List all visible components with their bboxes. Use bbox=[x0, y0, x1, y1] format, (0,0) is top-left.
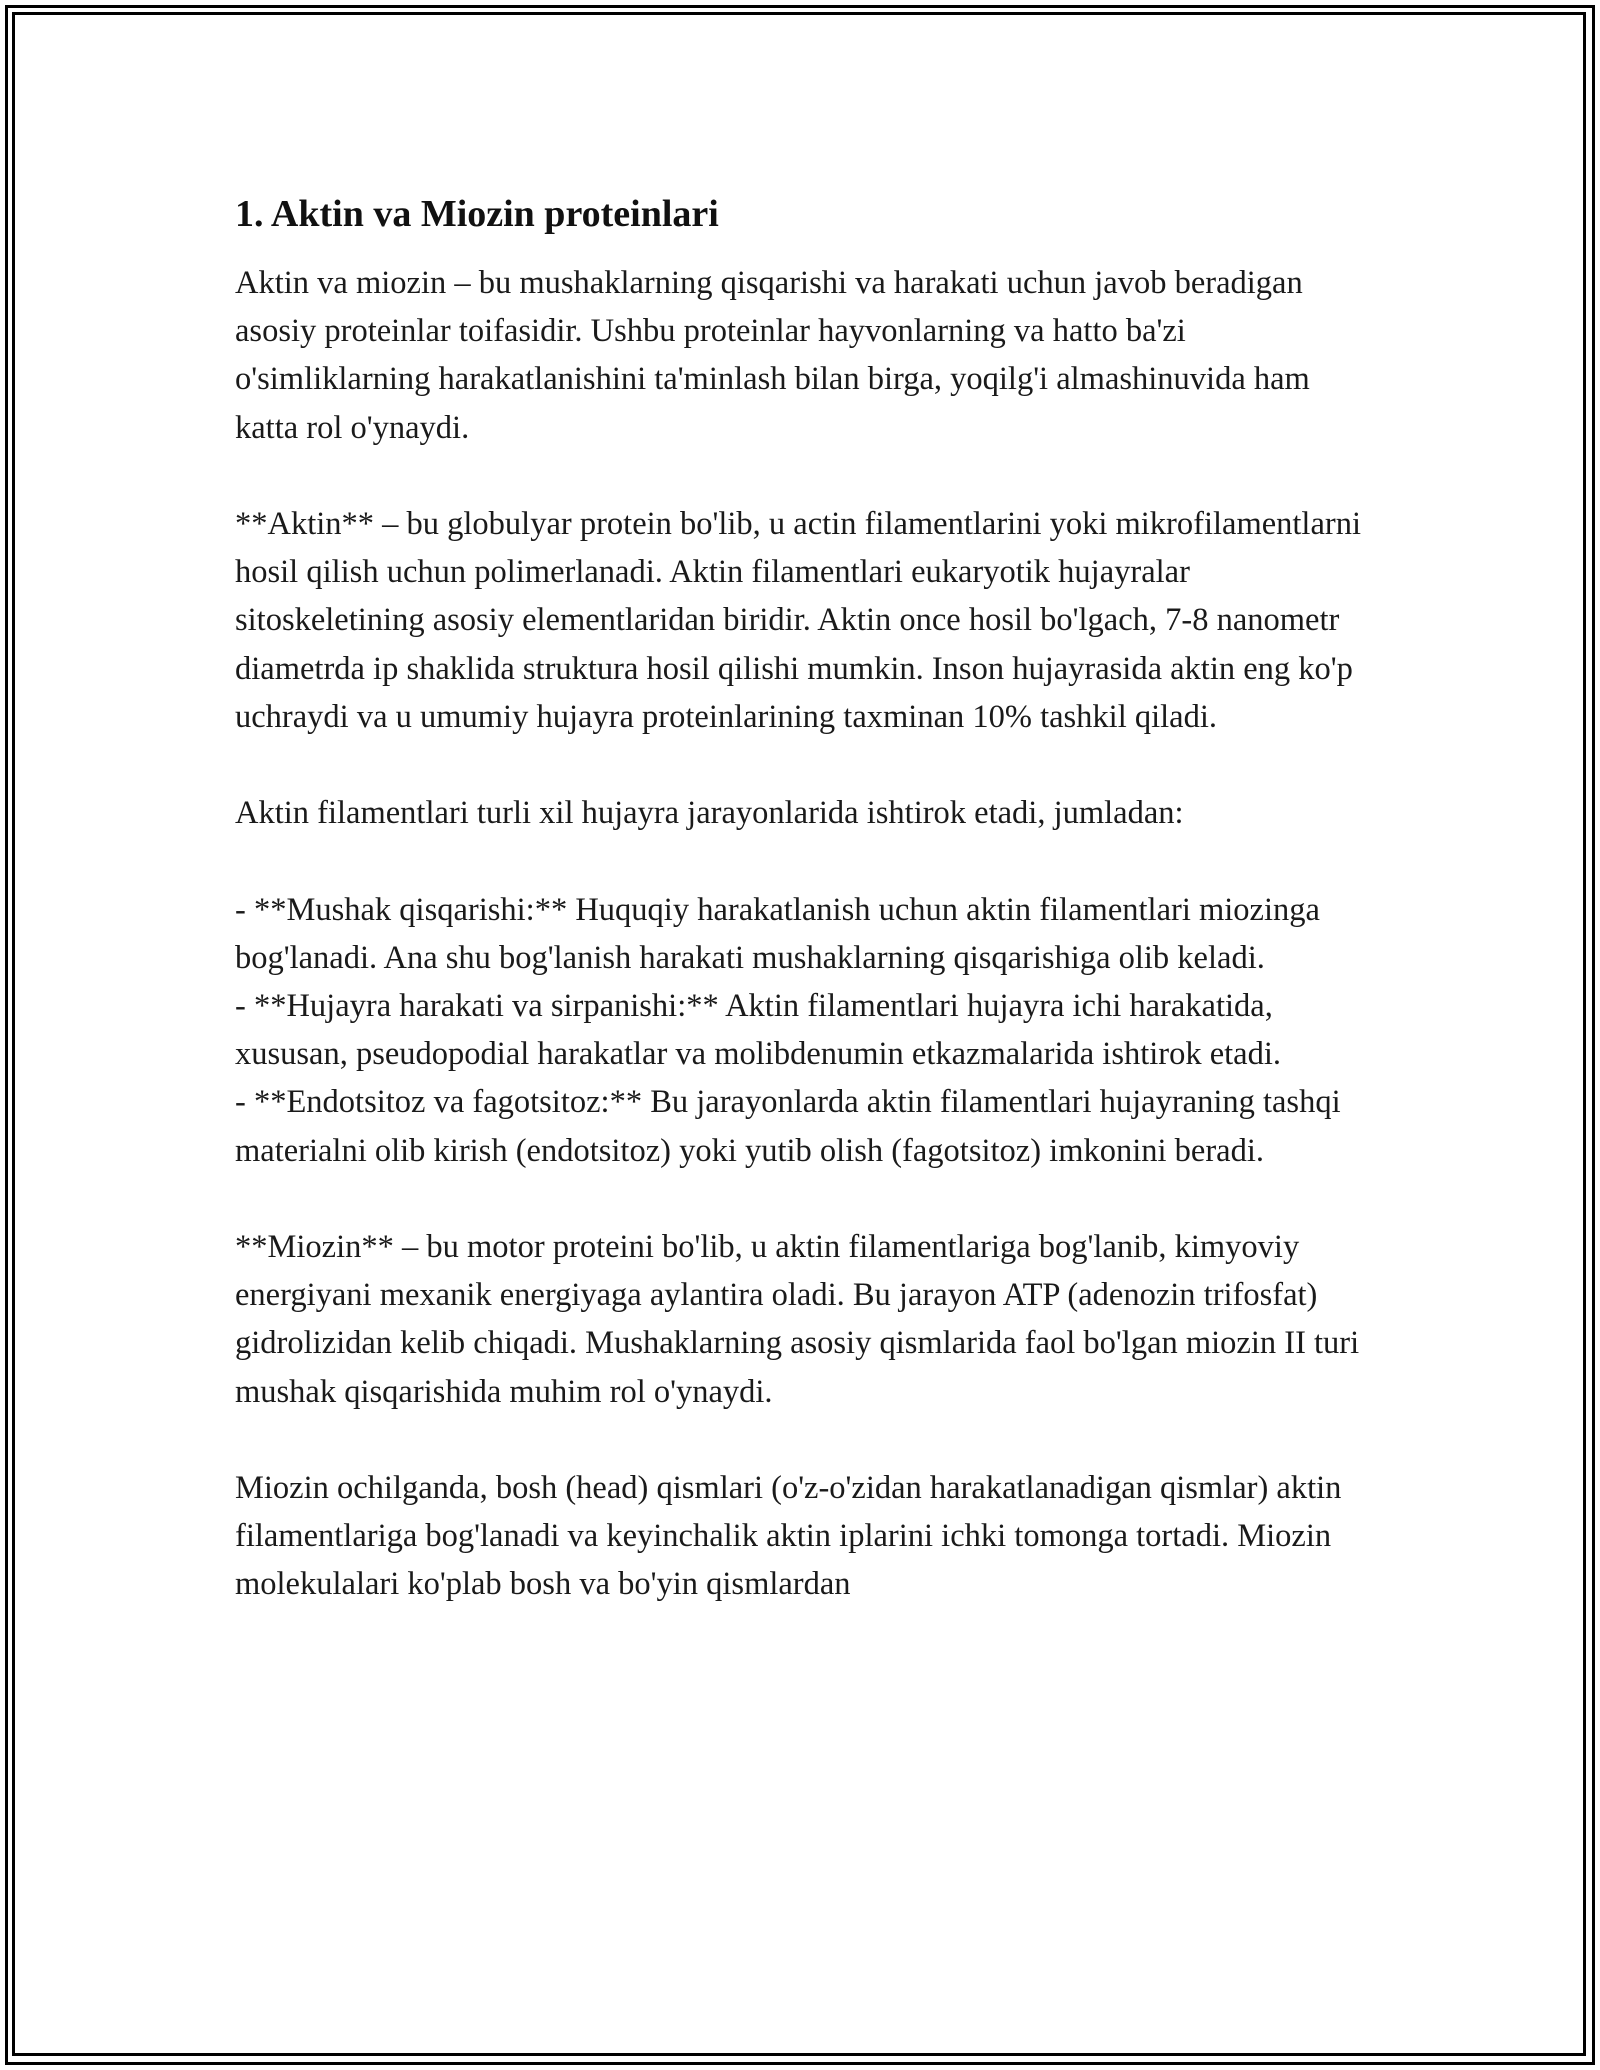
list-item-endocytosis: - **Endotsitoz va fagotsitoz:** Bu jarayonlarda aktin filamentlari hujayraning tashqi materialni olib kirish (endotsitoz) yoki yutib olish (fagotsitoz) imkonini beradi. bbox=[235, 1084, 1341, 1169]
document-body bbox=[235, 185, 1370, 1657]
list-item-cell-movement: - **Hujayra harakati va sirpanishi:** Aktin filamentlari hujayra ichi harakatida, xususan, pseudopodial harakatlar va molibdenumin etkazmalarida ishtirok etadi. bbox=[235, 988, 1282, 1073]
list-item-muscle-contraction: - **Mushak qisqarishi:** Huquqiy harakatlanish uchun aktin filamentlari miozinga bog'lanadi. Ana shu bog'lanish harakati mushaklarning qisqarishiga olib keladi. bbox=[235, 891, 1320, 976]
miozin-mechanism-paragraph: Miozin ochilganda, bosh (head) qismlari (o'z-o'zidan harakatlanadigan qismlar) aktin filamentlariga bog'lanadi va keyinchalik aktin iplarini ichki tomonga tortadi. Miozin molekulalari ko'plab bosh va bo'yin qismlardan bbox=[235, 1470, 1342, 1603]
aktin-process-list bbox=[235, 886, 1370, 1175]
section-heading: 1. Aktin va Miozin proteinlari bbox=[235, 193, 719, 235]
intro-paragraph: Aktin va miozin – bu mushaklarning qisqarishi va harakati uchun javob beradigan asosiy proteinlar toifasidir. Ushbu proteinlar hayvonlarning va hatto ba'zi o'simliklarning harakatlanishini ta'minlash bilan birga, yoqilg'i almashinuvida ham katta rol o'ynaydi. bbox=[235, 265, 1310, 446]
aktin-processes-intro: Aktin filamentlari turli xil hujayra jarayonlarida ishtirok etadi, jumladan: bbox=[235, 795, 1184, 832]
miozin-paragraph: **Miozin** – bu motor proteini bo'lib, u aktin filamentlariga bog'lanib, kimyoviy energiyani mexanik energiyaga aylantira oladi. Bu jarayon ATP (adenozin trifosfat) gidrolizidan kelib chiqadi. Mushaklarning asosiy qismlarida faol bo'lgan miozin II turi mushak qisqarishida muhim rol o'ynaydi. bbox=[235, 1229, 1360, 1410]
aktin-paragraph: **Aktin** – bu globulyar protein bo'lib, u actin filamentlarini yoki mikrofilamentlarni hosil qilish uchun polimerlanadi. Aktin filamentlari eukaryotik hujayralar sitoskeletining asosiy elementlaridan biridir. Aktin once hosil bo'lgach, 7-8 nanometr diametrda ip shaklida struktura hosil qilishi mumkin. Inson hujayrasida aktin eng ko'p uchraydi va u umumiy hujayra proteinlarining taxminan 10% tashkil qiladi. bbox=[235, 506, 1361, 735]
